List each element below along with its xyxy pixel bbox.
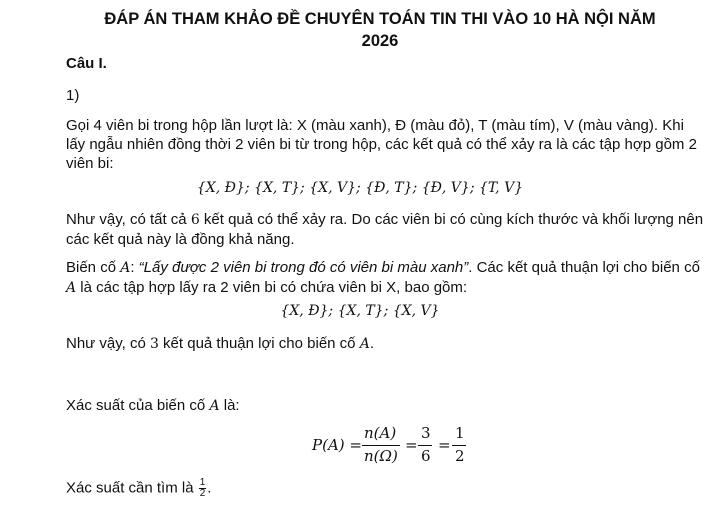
fraction-bar-1 <box>362 445 400 446</box>
formula-lhs: P(A) = <box>312 436 362 454</box>
title-line-2: 2026 <box>361 32 399 50</box>
outcomes-count-paragraph: Như vậy, có tất cả 6 kết quả có thể xảy ra. Do các viên bi có cùng kích thước và khối lượng nên các kết quả này là đồng khả năng. <box>66 211 704 248</box>
title-line-1: ĐÁP ÁN THAM KHẢO ĐỀ CHUYÊN TOÁN TIN THI VÀO 10 HÀ NỘI NĂM <box>104 10 656 28</box>
part-number: 1) <box>66 87 80 104</box>
probability-label: Xác suất của biến cố A là: <box>66 397 240 414</box>
formula-eq-1: = <box>405 436 418 454</box>
question-heading: Câu I. <box>66 55 107 72</box>
formula-num-2: 3 <box>421 424 431 442</box>
favorable-outcomes-set: {X, Đ}; {X, T}; {X, V} <box>280 303 440 319</box>
page-title <box>60 8 700 52</box>
fraction-bar-3 <box>452 445 466 446</box>
formula-den-1: n(Ω) <box>364 447 398 465</box>
formula-eq-2: = <box>438 436 451 454</box>
formula-den-3: 2 <box>455 447 465 465</box>
formula-num-1: n(A) <box>364 424 397 442</box>
final-answer: Xác suất cần tìm là $\frac{1}{2}$ . <box>66 477 212 499</box>
event-definition-paragraph: Biến cố A: “Lấy được 2 viên bi trong đó có viên bi màu xanh”. Các kết quả thuận lợi cho biến cố A là các tập hợp lấy ra 2 viên bi có chứa viên bi X, bao gồm: <box>66 259 700 296</box>
formula-den-2: 6 <box>421 447 431 465</box>
intro-paragraph: Gọi 4 viên bi trong hộp lần lượt là: X (màu xanh), Đ (màu đỏ), T (màu tím), V (màu vàng). Khi lấy ngẫu nhiên đồng thời 2 viên bi từ trong hộp, các kết quả có thể xảy ra là các tập hợp gồm 2 viên bi: <box>66 117 697 172</box>
fraction-bar-2 <box>418 445 432 446</box>
final-fraction: $\frac{1}{2}$ <box>199 477 206 499</box>
all-outcomes-set: {X, Đ}; {X, T}; {X, V}; {Đ, T}; {Đ, V}; {T, V} <box>196 180 524 196</box>
formula-num-3: 1 <box>455 424 465 442</box>
favorable-count-paragraph: Như vậy, có 3 kết quả thuận lợi cho biến cố A. <box>66 335 374 352</box>
